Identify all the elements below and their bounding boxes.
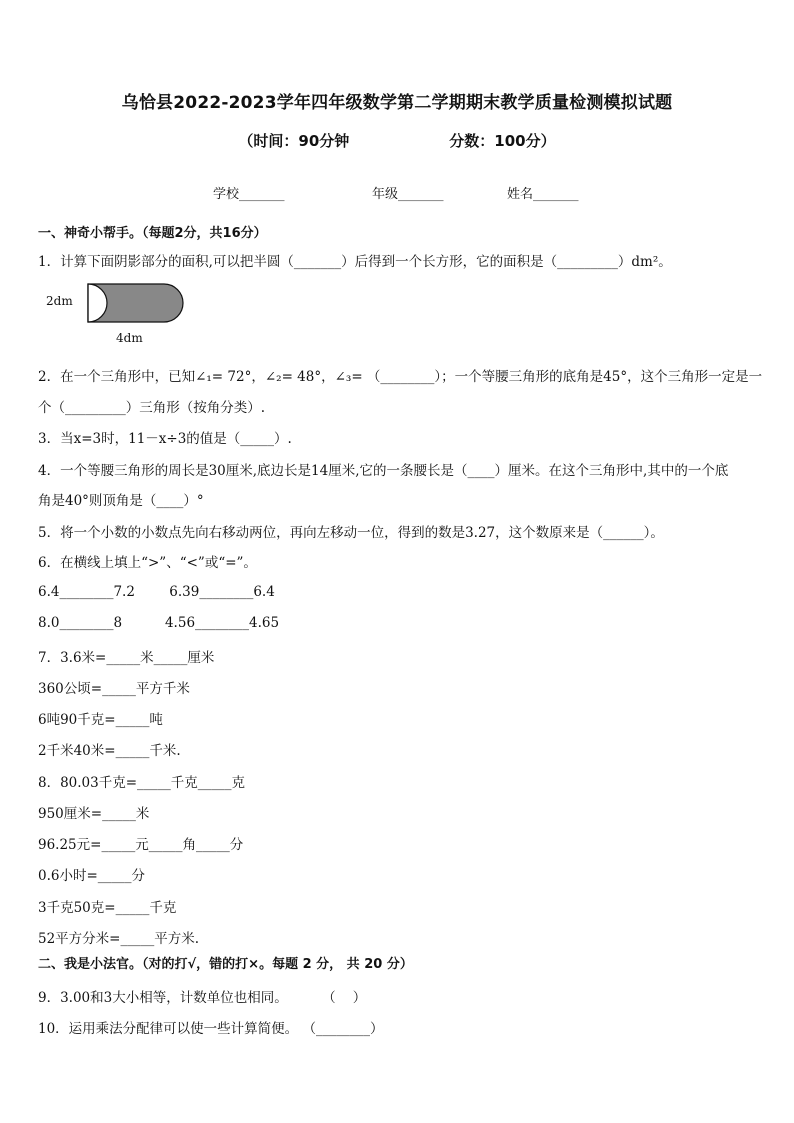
question-7-b: 360公顷=_____平方千米 <box>38 681 190 697</box>
grade-field: 年级_______ <box>372 187 444 202</box>
question-4-line-2: 角是40°则顶角是（____）° <box>38 493 204 509</box>
exam-score: 分数：100分） <box>449 132 556 150</box>
page-title: 乌恰县2022-2023学年四年级数学第二学期期末教学质量检测模拟试题 <box>121 93 673 113</box>
question-2-line-1: 2．在一个三角形中，已知∠₁= 72°，∠₂= 48°，∠₃= （________）；一个等腰三角形的底角是45°，这个三角形一定是一 <box>38 369 763 385</box>
question-6-row-2: 8.0________8 4.56________4.65 <box>38 615 280 631</box>
question-8-f: 52平方分米=_____平方米. <box>38 931 200 947</box>
bottom-label: 4dm <box>116 331 143 345</box>
question-4-line-1: 4．一个等腰三角形的周长是30厘米,底边长是14厘米,它的一条腰长是（____）厘米。在这个三角形中,其中的一个底 <box>38 463 729 479</box>
question-1: 1．计算下面阴影部分的面积,可以把半圆（_______）后得到一个长方形，它的面积是（_________）dm²。 <box>38 254 672 270</box>
question-8-c: 96.25元=_____元_____角_____分 <box>38 837 244 853</box>
question-8-a: 8．80.03千克=_____千克_____克 <box>38 775 246 791</box>
side-label: 2dm <box>46 294 73 308</box>
name-field: 姓名_______ <box>507 187 579 202</box>
question-8-b: 950厘米=_____米 <box>38 806 150 822</box>
question-8-e: 3千克50克=_____千克 <box>38 900 177 916</box>
question-6: 6．在横线上填上“>”、“<”或“=”。 <box>38 555 257 571</box>
question-10: 10．运用乘法分配律可以使一些计算简便。 （________） <box>38 1021 384 1037</box>
question-3: 3．当x=3时，11－x÷3的值是（_____）. <box>38 431 292 447</box>
question-7-d: 2千米40米=_____千米. <box>38 743 181 759</box>
section-2-heading: 二、我是小法官。（对的打√，错的打×。每题 2 分， 共 20 分） <box>38 957 413 972</box>
question-2-line-2: 个（_________）三角形（按角分类）. <box>38 400 266 416</box>
question-6-row-1: 6.4________7.2 6.39________6.4 <box>38 584 275 600</box>
question-7-c: 6吨90千克=_____吨 <box>38 712 163 728</box>
question-7-a: 7．3.6米=_____米_____厘米 <box>38 650 215 666</box>
exam-subtitle <box>0 130 794 151</box>
question-9: 9．3.00和3大小相等，计数单位也相同。 （ ） <box>38 990 367 1006</box>
section-1-heading: 一、神奇小帮手。（每题2分，共16分） <box>38 226 267 241</box>
school-field: 学校_______ <box>213 187 285 202</box>
shaded-figure <box>46 282 196 352</box>
question-8-d: 0.6小时=_____分 <box>38 868 146 884</box>
question-5: 5．将一个小数的小数点先向右移动两位，再向左移动一位，得到的数是3.27，这个数原来是（______）。 <box>38 525 664 541</box>
exam-time: （时间：90分钟 <box>238 132 350 150</box>
